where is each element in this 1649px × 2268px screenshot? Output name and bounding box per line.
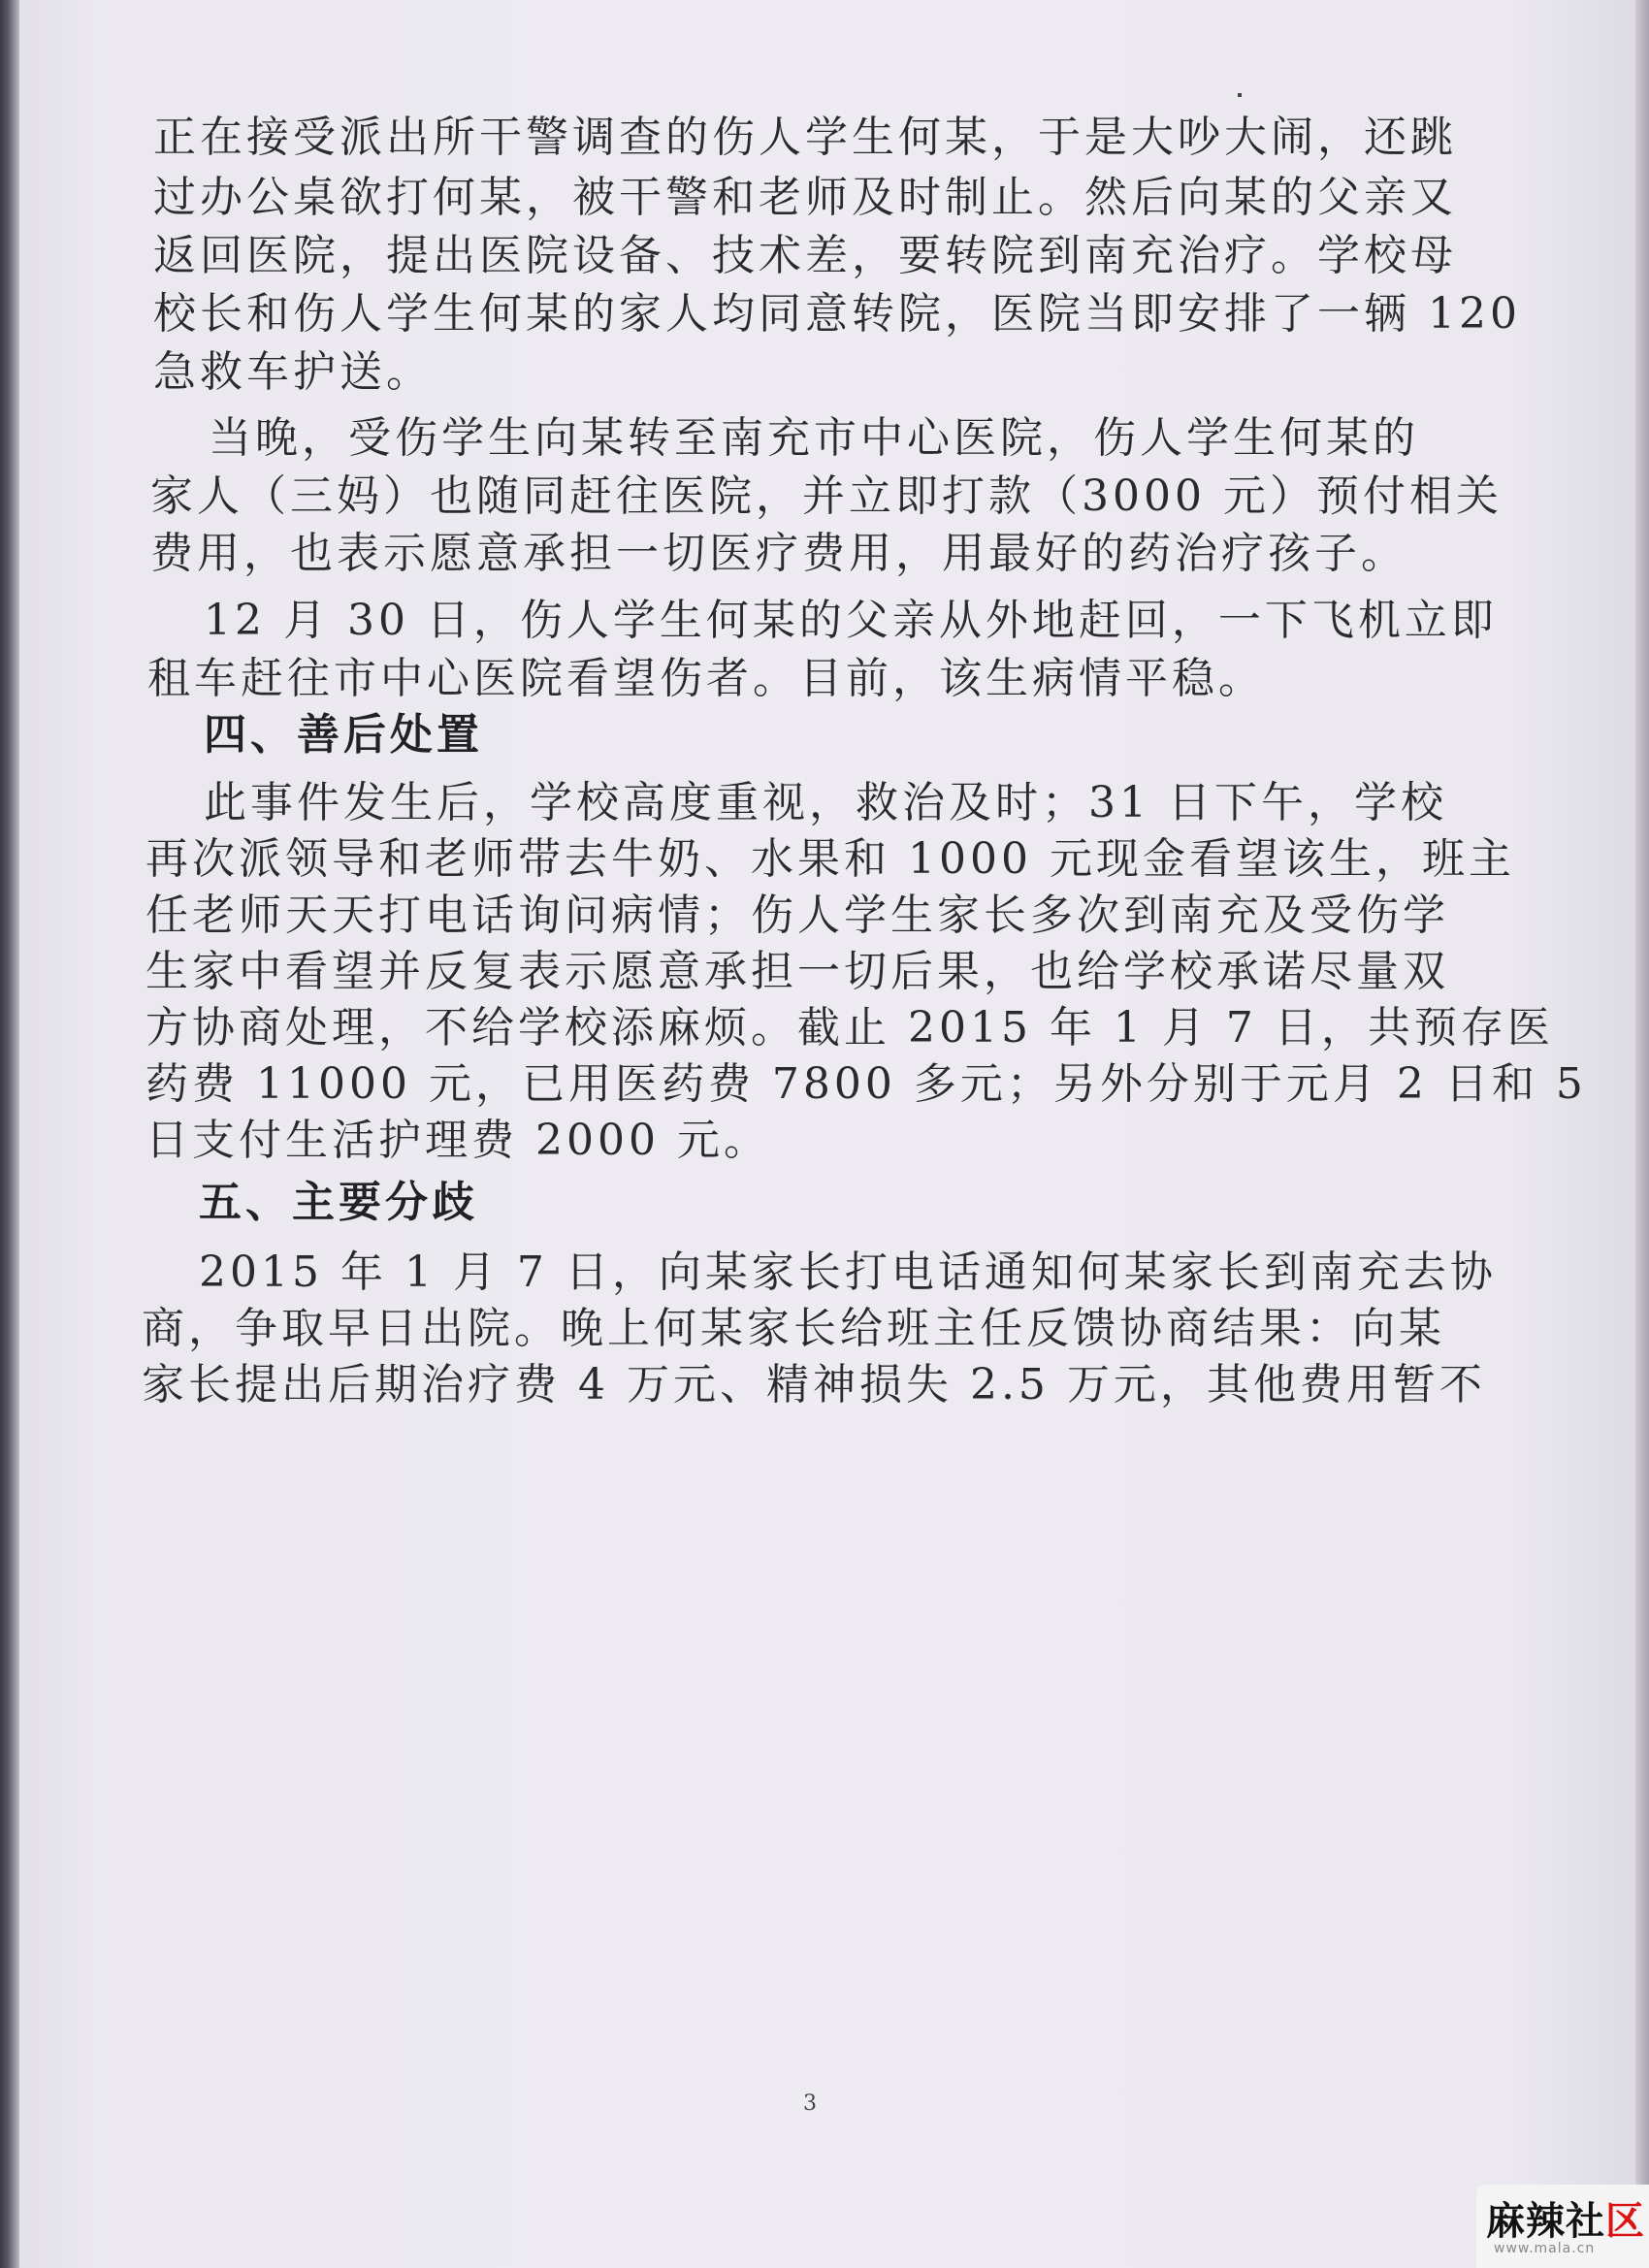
- paragraph-line: 正在接受派出所干警调查的伤人学生何某，于是大吵大闹，还跳: [153, 113, 1457, 162]
- watermark-logo-main: 麻辣社: [1486, 2199, 1605, 2244]
- paragraph-line: 12 月 30 日，伤人学生何某的父亲从外地赶回，一下飞机立即: [204, 596, 1498, 645]
- paragraph-line: 药费 11000 元，已用医药费 7800 多元；另外分别于元月 2 日和 5: [146, 1059, 1587, 1109]
- paragraph-line: 急救车护送。: [153, 347, 433, 397]
- section-heading-5: 五、主要分歧: [199, 1178, 478, 1227]
- paragraph-line: 返回医院，提出医院设备、技术差，要转院到南充治疗。学校母: [153, 231, 1457, 280]
- watermark-logo-accent: 区: [1605, 2199, 1645, 2244]
- scan-right-edge: [1635, 0, 1649, 2268]
- paragraph-line: 家长提出后期治疗费 4 万元、精神损失 2.5 万元，其他费用暂不: [142, 1360, 1486, 1409]
- paragraph-line: 2015 年 1 月 7 日，向某家长打电话通知何某家长到南充去协: [199, 1247, 1497, 1297]
- paragraph-line: 校长和伤人学生何某的家人均同意转院，医院当即安排了一辆 120: [153, 289, 1521, 339]
- paragraph-line: 当晚，受伤学生向某转至南充市中心医院，伤人学生何某的: [209, 413, 1419, 463]
- paragraph-line: 日支付生活护理费 2000 元。: [146, 1116, 770, 1165]
- paragraph-line: 过办公桌欲打何某，被干警和老师及时制止。然后向某的父亲又: [153, 173, 1457, 222]
- paragraph-line: 费用，也表示愿意承担一切医疗费用，用最好的药治疗孩子。: [150, 529, 1407, 578]
- paragraph-line: 再次派领导和老师带去牛奶、水果和 1000 元现金看望该生，班主: [146, 834, 1515, 884]
- paragraph-line: 家人（三妈）也随同赶往医院，并立即打款（3000 元）预付相关: [150, 471, 1503, 521]
- paragraph-line: 此事件发生后，学校高度重视，救治及时；31 日下午，学校: [204, 778, 1447, 827]
- paragraph-line: 生家中看望并反复表示愿意承担一切后果，也给学校承诺尽量双: [146, 947, 1449, 996]
- site-watermark: [1476, 2185, 1649, 2268]
- paragraph-line: 租车赶往市中心医院看望伤者。目前，该生病情平稳。: [147, 654, 1265, 703]
- scan-left-edge: [0, 0, 19, 2268]
- watermark-url: www.mala.cn: [1494, 2241, 1596, 2256]
- watermark-logo: [1486, 2190, 1645, 2246]
- paragraph-line: 任老师天天打电话询问病情；伤人学生家长多次到南充及受伤学: [146, 891, 1449, 940]
- section-heading-4: 四、善后处置: [204, 710, 483, 760]
- paragraph-line: 商，争取早日出院。晚上何某家长给班主任反馈协商结果：向某: [142, 1304, 1445, 1353]
- paragraph-line: 方协商处理，不给学校添麻烦。截止 2015 年 1 月 7 日，共预存医: [146, 1003, 1554, 1053]
- page-number: 3: [803, 2091, 817, 2116]
